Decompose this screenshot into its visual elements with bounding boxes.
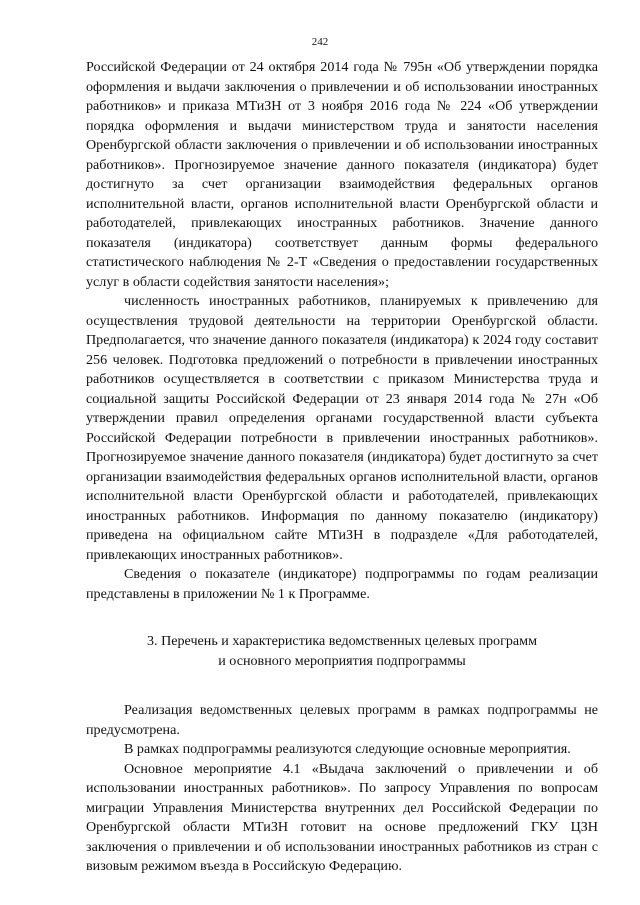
paragraph-main-measures: В рамках подпрограммы реализуются следующие основные мероприятия. [124, 741, 571, 757]
page-number: 242 [311, 36, 329, 48]
section-heading-line-1: 3. Перечень и характеристика ведомственных целевых программ [146, 633, 538, 649]
paragraph-indicator-info: Сведения о показателе (индикаторе) подпрограммы по годам реализации представлены в приложении № 1 к Программе. [86, 566, 598, 602]
section-heading-line-2: и основного мероприятия подпрограммы [218, 652, 466, 669]
paragraph-departmental-programs: Реализация ведомственных целевых программ в рамках подпрограммы не предусмотрена. [86, 702, 598, 738]
section-heading [86, 632, 598, 671]
paragraph-continued: Российской Федерации от 24 октября 2014 года № 795н «Об утверждении порядка оформления и выдачи заключения о привлечении и об использовании иностранных работников» и приказа МТиЗН от 3 ноября 2016 года № 224 «Об утверждении порядка оформления и выдачи министерством труда и занятости населения Оренбургской области заключения о привлечении и об использовании иностранных работников». Прогнозируемое значение данного показателя (индикатора) будет достигнуто за счет организации взаимодействия федеральных органов исполнительной власти, органов исполнительной власти Оренбургской области и работодателей, привлекающих иностранных работников. Значение данного показателя (индикатора) соответствует данным формы федерального статистического наблюдения № 2-Т «Сведения о предоставлении государственных услуг в области содействия занятости населения»; [86, 59, 598, 290]
paragraph-foreign-workers-count: численность иностранных работников, планируемых к привлечению для осуществления трудовой деятельности на территории Оренбургской области. Предполагается, что значение данного показателя (индикатора) к 2024 году составит 256 человек. Подготовка предложений о потребности в привлечении иностранных работников осуществляется в соответствии с приказом Министерства труда и социальной защиты Российской Федерации от 23 января 2014 года № 27н «Об утверждении правил определения органами государственной власти субъекта Российской Федерации потребности в привлечении иностранных работников». Прогнозируемое значение данного показателя (индикатора) будет достигнуто за счет организации взаимодействия федеральных органов исполнительной власти, органов исполнительной власти Оренбургской области и работодателей, привлекающих иностранных работников. Информация по данному показателю (индикатору) приведена на официальном сайте МТиЗН в подразделе «Для работодателей, привлекающих иностранных работников». [86, 293, 598, 563]
paragraph-main-measure-4-1: Основное мероприятие 4.1 «Выдача заключений о привлечении и об использовании иностранных работников». По запросу Управления по вопросам миграции Управления Министерства внутренних дел Российской Федерации по Оренбургской области МТиЗН готовит на основе предложений ГКУ ЦЗН заключения о привлечении и об использовании иностранных работников из стран с визовым режимом въезда в Российскую Федерацию. [86, 760, 598, 874]
document-body [86, 58, 598, 877]
